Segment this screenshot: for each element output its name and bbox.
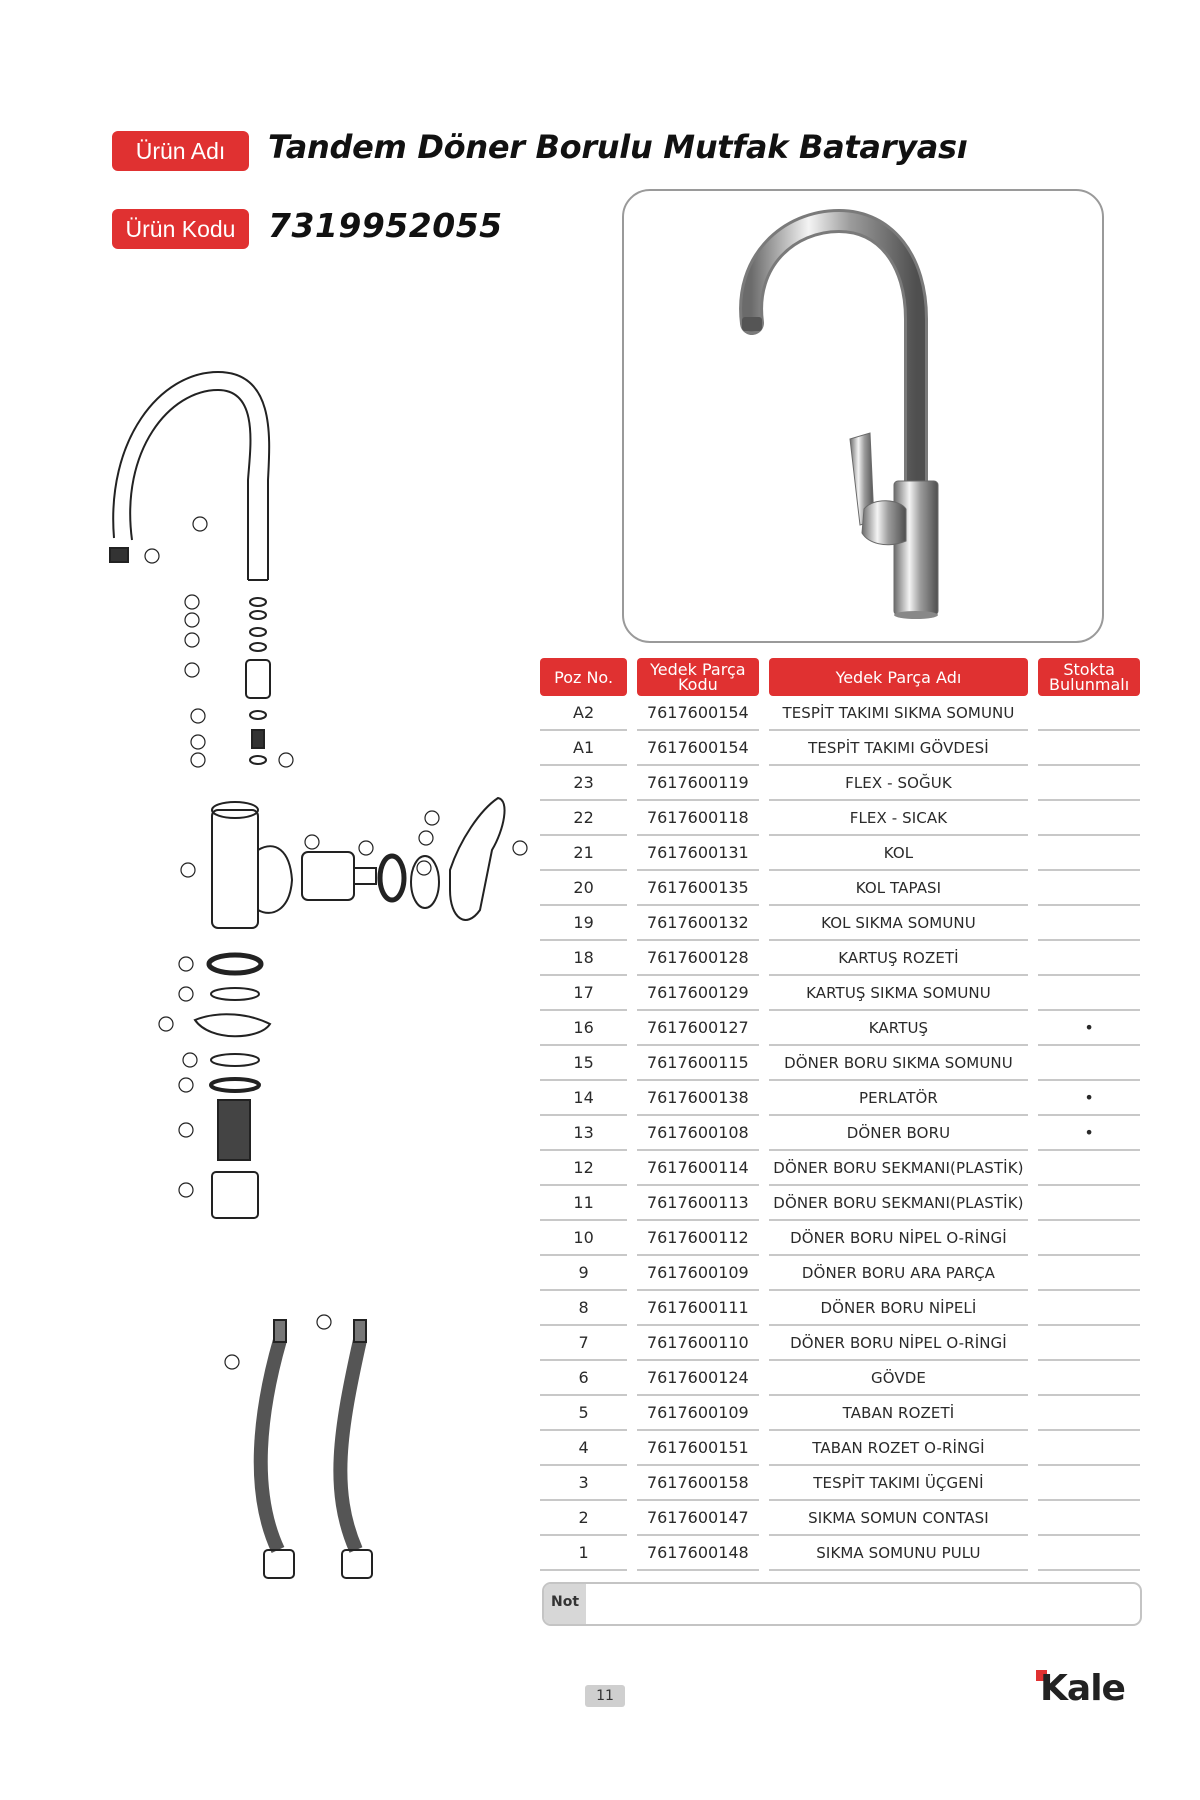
table-row	[540, 1396, 1140, 1431]
table-row	[540, 1011, 1140, 1046]
cell-position: 18	[540, 941, 627, 976]
header-spare-code: Yedek Parça Kodu	[637, 658, 759, 696]
cell-position: 17	[540, 976, 627, 1011]
cell-spare-name: SIKMA SOMUN CONTASI	[769, 1501, 1029, 1536]
cell-in-stock	[1038, 1256, 1140, 1291]
cell-spare-code: 7617600158	[637, 1466, 759, 1501]
cell-position: 21	[540, 836, 627, 871]
cell-spare-code: 7617600148	[637, 1536, 759, 1571]
cell-position: 2	[540, 1501, 627, 1536]
table-row	[540, 1151, 1140, 1186]
cell-spare-code: 7617600109	[637, 1396, 759, 1431]
cell-spare-code: 7617600111	[637, 1291, 759, 1326]
cell-in-stock	[1038, 801, 1140, 836]
cell-spare-name: TESPİT TAKIMI SIKMA SOMUNU	[769, 696, 1029, 731]
cell-spare-code: 7617600138	[637, 1081, 759, 1116]
table-row	[540, 1466, 1140, 1501]
cell-spare-name: DÖNER BORU NİPEL O-RİNGİ	[769, 1221, 1029, 1256]
cell-spare-name: DÖNER BORU SEKMANI(PLASTİK)	[769, 1151, 1029, 1186]
cell-spare-code: 7617600108	[637, 1116, 759, 1151]
cell-in-stock	[1038, 836, 1140, 871]
cell-spare-name: DÖNER BORU SEKMANI(PLASTİK)	[769, 1186, 1029, 1221]
table-row	[540, 766, 1140, 801]
cell-spare-name: TABAN ROZETİ	[769, 1396, 1029, 1431]
table-row	[540, 871, 1140, 906]
cell-position: 4	[540, 1431, 627, 1466]
cell-in-stock	[1038, 1186, 1140, 1221]
table-row	[540, 976, 1140, 1011]
cell-position: 20	[540, 871, 627, 906]
header-in-stock: Stokta Bulunmalı	[1038, 658, 1140, 696]
cell-spare-name: DÖNER BORU NİPEL O-RİNGİ	[769, 1326, 1029, 1361]
cell-in-stock	[1038, 1326, 1140, 1361]
cell-in-stock	[1038, 1221, 1140, 1256]
table-row	[540, 731, 1140, 766]
table-row	[540, 906, 1140, 941]
cell-in-stock	[1038, 1431, 1140, 1466]
table-row	[540, 1116, 1140, 1151]
cell-spare-name: DÖNER BORU	[769, 1116, 1029, 1151]
table-row	[540, 1536, 1140, 1571]
table-row	[540, 1361, 1140, 1396]
cell-spare-code: 7617600127	[637, 1011, 759, 1046]
cell-spare-code: 7617600129	[637, 976, 759, 1011]
cell-position: 23	[540, 766, 627, 801]
cell-position: 12	[540, 1151, 627, 1186]
cell-position: 5	[540, 1396, 627, 1431]
cell-spare-code: 7617600110	[637, 1326, 759, 1361]
cell-in-stock	[1038, 976, 1140, 1011]
cell-in-stock	[1038, 1046, 1140, 1081]
cell-spare-code: 7617600118	[637, 801, 759, 836]
cell-spare-name: TESPİT TAKIMI GÖVDESİ	[769, 731, 1029, 766]
table-row	[540, 941, 1140, 976]
page-number: 11	[585, 1685, 625, 1707]
cell-spare-code: 7617600124	[637, 1361, 759, 1396]
cell-spare-code: 7617600114	[637, 1151, 759, 1186]
header-position: Poz No.	[540, 658, 627, 696]
cell-in-stock	[1038, 906, 1140, 941]
cell-spare-name: KARTUŞ SIKMA SOMUNU	[769, 976, 1029, 1011]
table-row	[540, 1046, 1140, 1081]
cell-position: 22	[540, 801, 627, 836]
cell-spare-name: DÖNER BORU SIKMA SOMUNU	[769, 1046, 1029, 1081]
cell-in-stock	[1038, 766, 1140, 801]
cell-spare-name: KARTUŞ	[769, 1011, 1029, 1046]
cell-spare-name: TESPİT TAKIMI ÜÇGENİ	[769, 1466, 1029, 1501]
table-row	[540, 1221, 1140, 1256]
product-photo	[622, 189, 1104, 643]
note-label: Not	[544, 1584, 586, 1624]
cell-position: 16	[540, 1011, 627, 1046]
table-row	[540, 1186, 1140, 1221]
cell-spare-name: DÖNER BORU NİPELİ	[769, 1291, 1029, 1326]
cell-position: 14	[540, 1081, 627, 1116]
cell-in-stock	[1038, 941, 1140, 976]
cell-spare-name: SIKMA SOMUNU PULU	[769, 1536, 1029, 1571]
cell-in-stock	[1038, 1291, 1140, 1326]
cell-spare-name: KOL TAPASI	[769, 871, 1029, 906]
table-row	[540, 1256, 1140, 1291]
cell-spare-code: 7617600154	[637, 696, 759, 731]
faucet-image	[624, 191, 1102, 641]
cell-in-stock	[1038, 1396, 1140, 1431]
table-row	[540, 801, 1140, 836]
exploded-parts-diagram	[100, 370, 540, 1610]
cell-spare-code: 7617600128	[637, 941, 759, 976]
cell-in-stock	[1038, 1466, 1140, 1501]
cell-in-stock	[1038, 1536, 1140, 1571]
note-field	[542, 1582, 1142, 1626]
cell-in-stock: •	[1038, 1011, 1140, 1046]
product-code-label: Ürün Kodu	[112, 209, 249, 249]
table-row	[540, 1081, 1140, 1116]
cell-spare-name: DÖNER BORU ARA PARÇA	[769, 1256, 1029, 1291]
cell-spare-code: 7617600154	[637, 731, 759, 766]
cell-spare-code: 7617600147	[637, 1501, 759, 1536]
cell-position: 11	[540, 1186, 627, 1221]
cell-in-stock	[1038, 696, 1140, 731]
cell-position: 13	[540, 1116, 627, 1151]
cell-spare-name: FLEX - SICAK	[769, 801, 1029, 836]
cell-position: 6	[540, 1361, 627, 1396]
table-header-row	[540, 658, 1140, 696]
cell-spare-code: 7617600151	[637, 1431, 759, 1466]
cell-spare-name: KARTUŞ ROZETİ	[769, 941, 1029, 976]
cell-spare-code: 7617600113	[637, 1186, 759, 1221]
product-name-label: Ürün Adı	[112, 131, 249, 171]
product-code: 7319952055	[268, 206, 503, 245]
cell-spare-code: 7617600132	[637, 906, 759, 941]
cell-spare-name: KOL SIKMA SOMUNU	[769, 906, 1029, 941]
cell-in-stock	[1038, 1501, 1140, 1536]
cell-position: 15	[540, 1046, 627, 1081]
header-spare-name: Yedek Parça Adı	[769, 658, 1029, 696]
cell-position: 10	[540, 1221, 627, 1256]
table-row	[540, 836, 1140, 871]
cell-spare-name: PERLATÖR	[769, 1081, 1029, 1116]
cell-position: 7	[540, 1326, 627, 1361]
cell-position: 3	[540, 1466, 627, 1501]
cell-spare-code: 7617600119	[637, 766, 759, 801]
cell-spare-code: 7617600135	[637, 871, 759, 906]
cell-spare-name: KOL	[769, 836, 1029, 871]
cell-position: A2	[540, 696, 627, 731]
cell-position: 8	[540, 1291, 627, 1326]
cell-position: 9	[540, 1256, 627, 1291]
table-row	[540, 1291, 1140, 1326]
table-row	[540, 696, 1140, 731]
table-row	[540, 1326, 1140, 1361]
cell-in-stock	[1038, 1151, 1140, 1186]
table-row	[540, 1501, 1140, 1536]
cell-spare-name: GÖVDE	[769, 1361, 1029, 1396]
cell-in-stock	[1038, 871, 1140, 906]
brand-logo: Kale	[1040, 1668, 1125, 1709]
table-row	[540, 1431, 1140, 1466]
cell-in-stock: •	[1038, 1081, 1140, 1116]
cell-spare-name: TABAN ROZET O-RİNGİ	[769, 1431, 1029, 1466]
cell-position: 1	[540, 1536, 627, 1571]
product-name: Tandem Döner Borulu Mutfak Bataryası	[268, 128, 968, 166]
cell-spare-code: 7617600131	[637, 836, 759, 871]
cell-in-stock: •	[1038, 1116, 1140, 1151]
cell-spare-code: 7617600112	[637, 1221, 759, 1256]
cell-spare-code: 7617600109	[637, 1256, 759, 1291]
cell-spare-code: 7617600115	[637, 1046, 759, 1081]
cell-position: A1	[540, 731, 627, 766]
cell-in-stock	[1038, 731, 1140, 766]
spare-parts-table	[540, 658, 1140, 1571]
cell-spare-name: FLEX - SOĞUK	[769, 766, 1029, 801]
cell-position: 19	[540, 906, 627, 941]
cell-in-stock	[1038, 1361, 1140, 1396]
